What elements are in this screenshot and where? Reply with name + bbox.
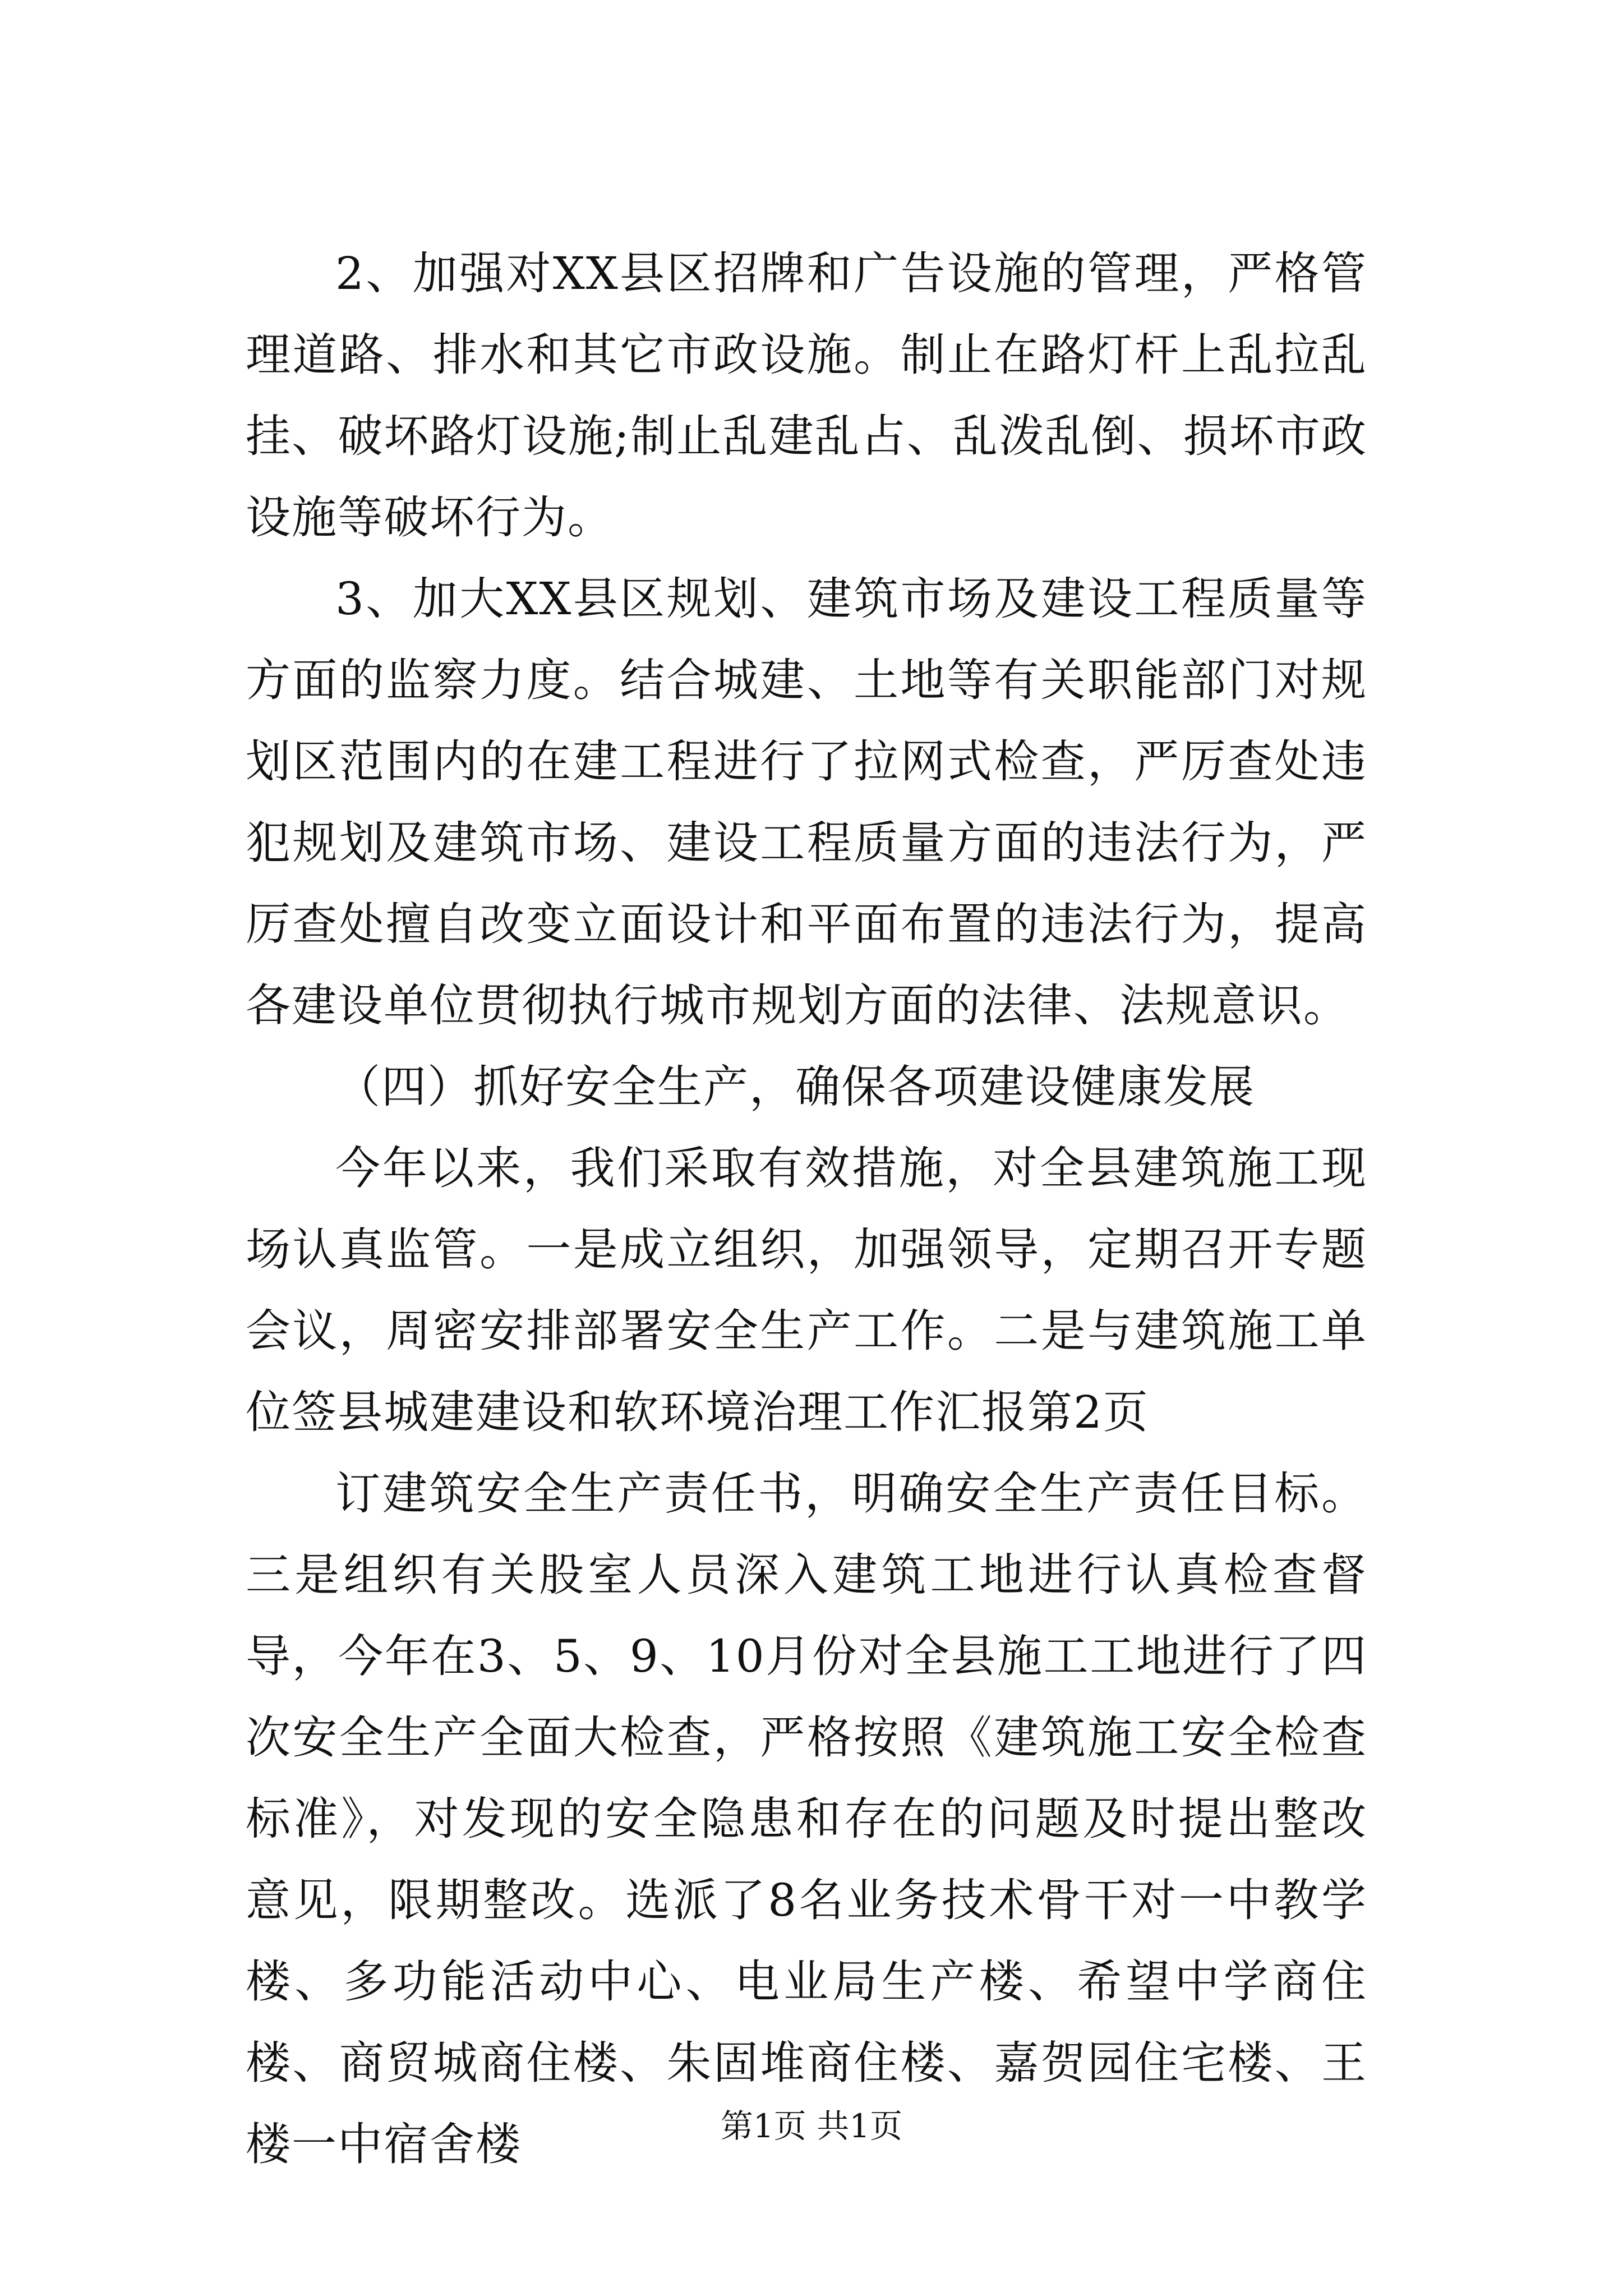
section-heading-4: （四）抓好安全生产，确保各项建设健康发展: [335, 1061, 1255, 1113]
document-body: [246, 233, 1367, 2185]
paragraph-item-2: 2、加强对XX县区招牌和广告设施的管理，严格管理道路、排水和其它市政设施。制止在路灯杆上乱拉乱挂、破坏路灯设施;制止乱建乱占、乱泼乱倒、损坏市政设施等破坏行为。: [246, 247, 1367, 544]
paragraph-item-3: 3、加大XX县区规划、建筑市场及建设工程质量等方面的监察力度。结合城建、土地等有关职能部门对规划区范围内的在建工程进行了拉网式检查，严厉查处违犯规划及建筑市场、建设工程质量方面的违法行为，严厉查处擅自改变立面设计和平面布置的违法行为，提高各建设单位贯彻执行城市规划方面的法律、法规意识。: [246, 573, 1367, 1032]
paragraph-safety-intro: 今年以来，我们采取有效措施，对全县建筑施工现场认真监管。一是成立组织，加强领导，定期召开专题会议，周密安排部署安全生产工作。二是与建筑施工单位签县城建建设和软环境治理工作汇报第2页: [246, 1142, 1367, 1438]
paragraph-safety-detail: 订建筑安全生产责任书，明确安全生产责任目标。三是组织有关股室人员深入建筑工地进行认真检查督导，今年在3、5、9、10月份对全县施工工地进行了四次安全生产全面大检查，严格按照《建筑施工安全检查标准》，对发现的安全隐患和存在的问题及时提出整改意见，限期整改。选派了8名业务技术骨干对一中教学楼、多功能活动中心、电业局生产楼、希望中学商住楼、商贸城商住楼、朱固堆商住楼、嘉贺园住宅楼、王楼一中宿舍楼: [246, 1467, 1367, 2170]
page-footer: 第1页 共1页: [720, 2107, 903, 2145]
